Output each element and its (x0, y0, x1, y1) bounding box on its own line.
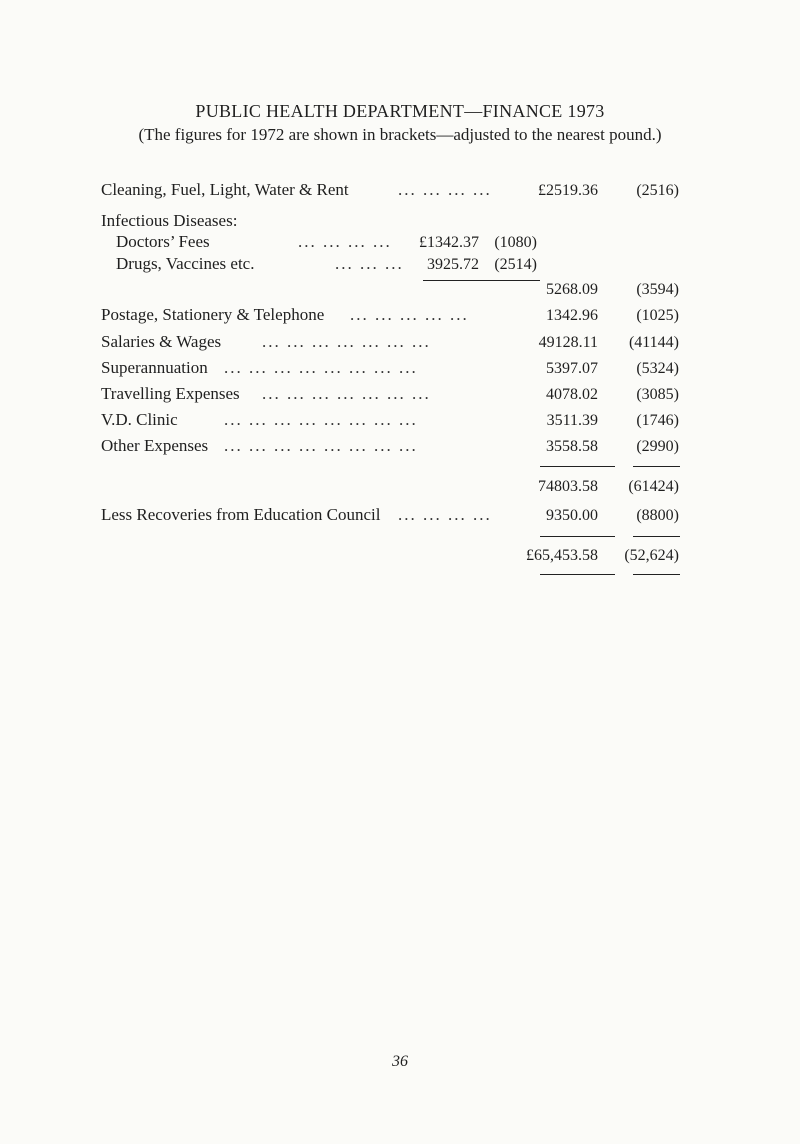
leader-dots: ... ... ... ... ... ... ... ... (224, 358, 418, 377)
amount-travelling: 4078.02 (546, 386, 598, 403)
leader-dots: ... ... ... ... ... ... ... ... (224, 410, 418, 429)
prior-vd-clinic: (1746) (636, 412, 679, 429)
amount-cleaning: £2519.36 (538, 182, 598, 199)
total-rule (540, 536, 615, 537)
amount-total: £65,453.58 (526, 547, 598, 564)
prior-recoveries: (8800) (636, 507, 679, 524)
page-title: PUBLIC HEALTH DEPARTMENT—FINANCE 1973 (195, 101, 605, 121)
section-label-infectious: Infectious Diseases: (101, 211, 238, 230)
prior-travelling: (3085) (636, 386, 679, 403)
amount-superannuation: 5397.07 (546, 360, 598, 377)
amount-doctors: £1342.37 (419, 234, 479, 251)
leader-dots: ... ... ... ... (298, 232, 392, 251)
prior-subtotal: (61424) (628, 478, 679, 495)
row-label-drugs: Drugs, Vaccines etc. (116, 254, 255, 273)
prior-postage: (1025) (636, 307, 679, 324)
row-label-vd-clinic: V.D. Clinic (101, 410, 178, 429)
total-double-rule (633, 574, 680, 575)
total-rule (633, 536, 680, 537)
leader-dots: ... ... ... ... (398, 505, 492, 524)
page-subtitle: (The figures for 1972 are shown in brackets—adjusted to the nearest pound.) (138, 125, 662, 144)
row-label-postage: Postage, Stationery & Telephone (101, 305, 325, 324)
prior-cleaning: (2516) (636, 182, 679, 199)
leader-dots: ... ... ... ... (398, 180, 492, 199)
row-label-other-expenses: Other Expenses (101, 436, 209, 455)
row-label-salaries: Salaries & Wages (101, 332, 222, 351)
amount-other-expenses: 3558.58 (546, 438, 598, 455)
leader-dots: ... ... ... (335, 254, 404, 273)
row-label-cleaning: Cleaning, Fuel, Light, Water & Rent (101, 180, 349, 199)
amount-infectious-total: 5268.09 (546, 281, 598, 298)
amount-salaries: 49128.11 (538, 334, 598, 351)
amount-postage: 1342.96 (546, 307, 598, 324)
page-number: 36 (392, 1053, 408, 1070)
row-label-doctors: Doctors’ Fees (116, 232, 210, 251)
row-label-superannuation: Superannuation (101, 358, 208, 377)
subtotal-rule (633, 466, 680, 467)
amount-subtotal: 74803.58 (538, 478, 598, 495)
prior-superannuation: (5324) (636, 360, 679, 377)
amount-recoveries: 9350.00 (546, 507, 598, 524)
leader-dots: ... ... ... ... ... (350, 305, 469, 324)
total-double-rule (540, 574, 615, 575)
row-label-recoveries: Less Recoveries from Education Council (101, 505, 381, 524)
row-label-travelling: Travelling Expenses (101, 384, 240, 403)
prior-total: (52,624) (624, 547, 679, 564)
prior-doctors: (1080) (494, 234, 537, 251)
leader-dots: ... ... ... ... ... ... ... ... (224, 436, 418, 455)
prior-drugs: (2514) (494, 256, 537, 273)
leader-dots: ... ... ... ... ... ... ... (262, 384, 431, 403)
amount-vd-clinic: 3511.39 (546, 412, 598, 429)
amount-drugs: 3925.72 (427, 256, 479, 273)
prior-infectious-total: (3594) (636, 281, 679, 298)
prior-other-expenses: (2990) (636, 438, 679, 455)
leader-dots: ... ... ... ... ... ... ... (262, 332, 431, 351)
prior-salaries: (41144) (628, 334, 679, 351)
subtotal-rule (540, 466, 615, 467)
